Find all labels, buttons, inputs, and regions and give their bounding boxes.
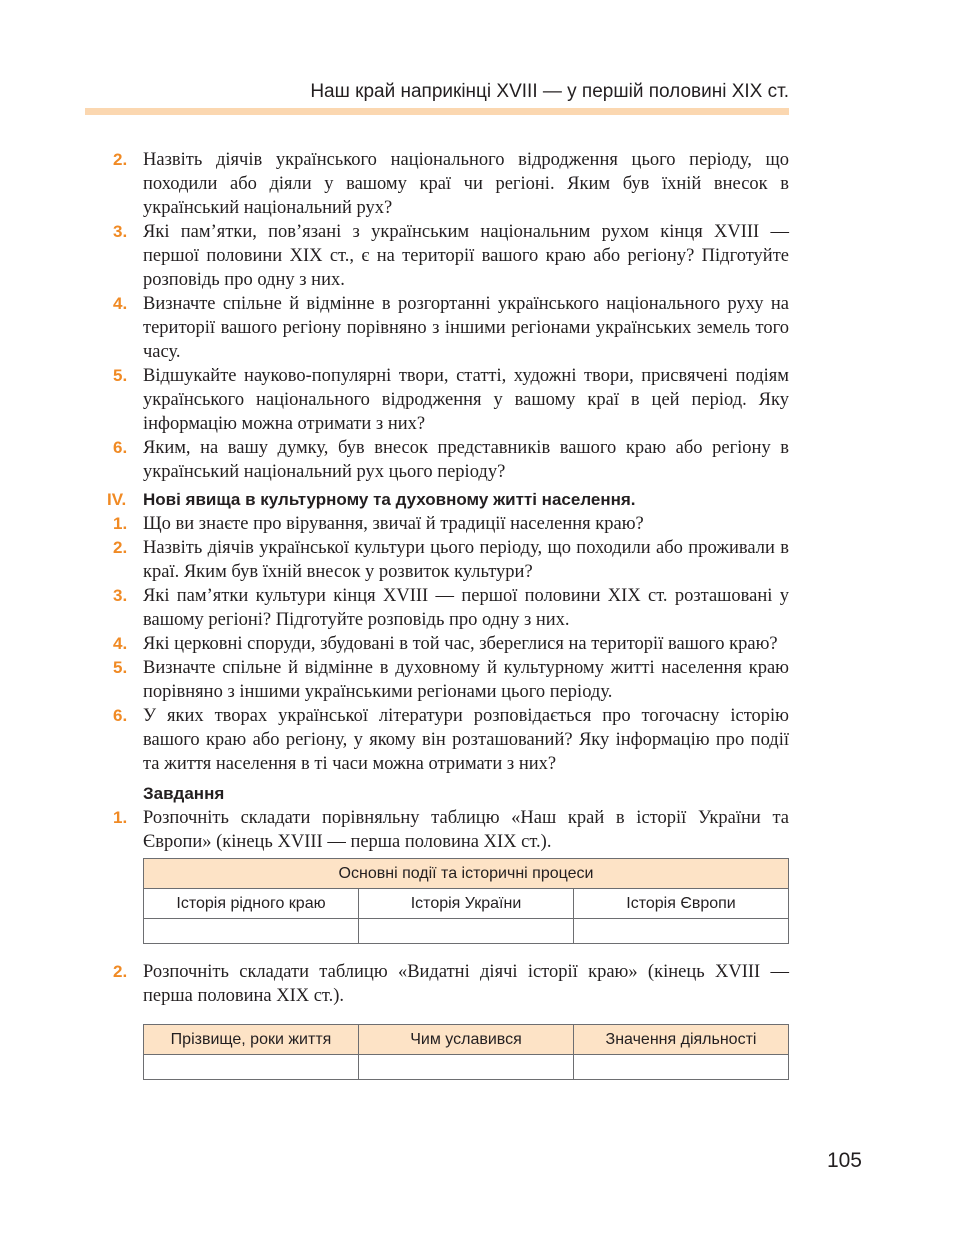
question-item [107,512,789,536]
question-item [107,364,789,436]
question-number: 3. [113,586,128,605]
question-item [107,436,789,484]
empty-cell [144,1055,359,1080]
question-number: 6. [113,438,128,457]
question-text: Яким, на вашу думку, був внесок представників вашого краю або регіону в український національний рух цього періоду? [143,438,789,482]
column-header: Значення діяльності [574,1025,789,1055]
question-number: 1. [113,514,128,533]
comparison-table [143,858,789,944]
question-item [107,704,789,776]
section-title: Нові явища в культурному та духовному житті населення. [143,490,636,509]
question-text: Які пам’ятки, пов’язані з українським національним рухом кінця XVIII — першої половини XIX ст., є на території вашого краю або регіону? Підготуйте розповідь про одну з них. [143,222,789,290]
question-number: 4. [113,634,128,653]
figures-table [143,1024,789,1080]
running-header: Наш край наприкінці XVIII — у першій половині XIX ст. [310,81,789,102]
question-item [107,148,789,220]
empty-cell [574,1055,789,1080]
header-rule [85,108,789,115]
question-item [107,584,789,632]
page-number: 105 [826,1149,862,1172]
question-number: 4. [113,294,128,313]
task-number: 2. [113,962,128,981]
page-content [107,148,789,1080]
empty-cell [359,919,574,944]
question-item [107,656,789,704]
table-caption: Основні події та історичні процеси [144,859,789,889]
column-header: Історія рідного краю [144,889,359,919]
task-text: Розпочніть складати порівняльну таблицю «Наш край в історії України та Європи» (кінець XVIII — перша половина XIX ст.). [143,808,789,852]
empty-cell [574,919,789,944]
task-item [107,960,789,1008]
task-text: Розпочніть складати таблицю «Видатні діячі історії краю» (кінець XVIII — перша половина XIX ст.). [143,962,789,1006]
question-text: Визначте спільне й відмінне в розгортанні українського національного руху на території вашого регіону порівняно з іншими регіонами українських земель того часу. [143,294,789,362]
empty-cell [359,1055,574,1080]
question-number: 5. [113,366,128,385]
column-header: Історія Європи [574,889,789,919]
question-text: Відшукайте науково-популярні твори, статті, художні твори, присвячені подіям українського національного відродження у вашому краї в цей період. Яку інформацію можна отримати з них? [143,366,789,434]
empty-cell [144,919,359,944]
question-text: Назвіть діячів українського національного відродження цього періоду, що походили або діяли у вашому краї чи регіоні. Яким був їхній внесок в український національний рух? [143,150,789,218]
question-item [107,220,789,292]
column-header: Прізвище, роки життя [144,1025,359,1055]
question-text: Які пам’ятки культури кінця XVIII — першої половини XIX ст. розташовані у вашому регіоні? Підготуйте розповідь про одну з них. [143,586,789,630]
question-text: Які церковні споруди, збудовані в той час, збереглися на території вашого краю? [143,634,778,654]
column-header: Історія України [359,889,574,919]
question-text: У яких творах української літератури розповідається про тогочасну історію вашого краю або регіону, у якому він розташований? Яку інформацію про події та життя населення в ті часи можна отримати з них? [143,706,789,774]
task-number: 1. [113,808,128,827]
question-item [107,536,789,584]
task-item [107,806,789,854]
question-item [107,632,789,656]
question-text: Визначте спільне й відмінне в духовному й культурному житті населення краю порівняно з іншими українськими регіонами цього періоду. [143,658,789,702]
question-number: 6. [113,706,128,725]
tasks-heading: Завдання [143,784,225,803]
column-header: Чим уславився [359,1025,574,1055]
section-number: IV. [107,490,127,509]
question-number: 5. [113,658,128,677]
question-text: Що ви знаєте про вірування, звичаї й традиції населення краю? [143,514,644,534]
question-number: 2. [113,538,128,557]
section-heading [107,488,789,512]
question-number: 2. [113,150,128,169]
question-number: 3. [113,222,128,241]
question-item [107,292,789,364]
question-text: Назвіть діячів української культури цього періоду, що походили або проживали в краї. Яким був їхній внесок у розвиток культури? [143,538,789,582]
